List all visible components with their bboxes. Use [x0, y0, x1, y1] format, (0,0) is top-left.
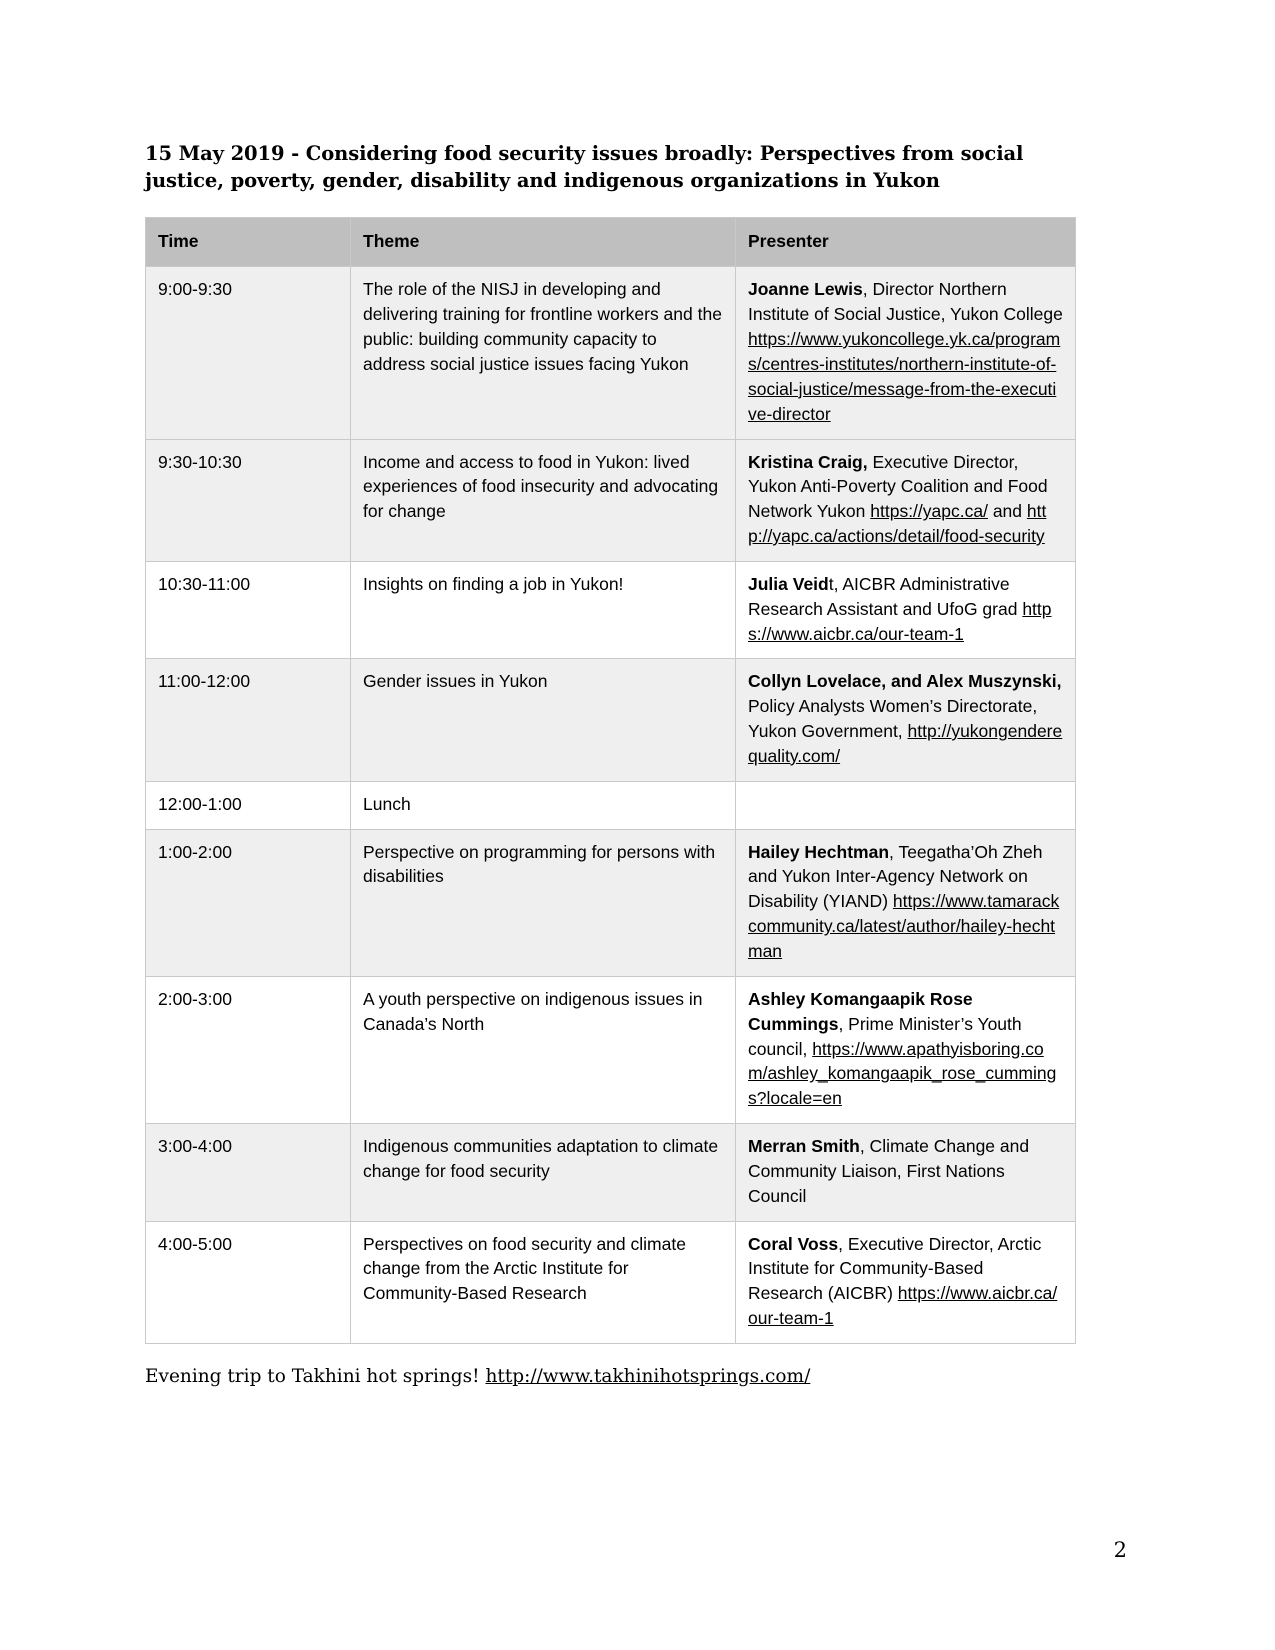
presenter-role: , Climate Change and Community Liaison, First Nations Council: [748, 1136, 1030, 1206]
cell-time: 2:00-3:00: [146, 976, 351, 1123]
cell-time: 11:00-12:00: [146, 659, 351, 781]
page-number: 2: [1113, 1538, 1127, 1562]
cell-theme: Perspective on programming for persons with disabilities: [351, 829, 736, 976]
cell-presenter: [736, 829, 1076, 976]
presenter-connector: and: [987, 501, 1027, 522]
cell-time: 4:00-5:00: [146, 1221, 351, 1343]
table-row: [146, 561, 1076, 659]
cell-presenter: [736, 561, 1076, 659]
presenter-name: Coral Voss: [748, 1233, 839, 1254]
schedule-table: [145, 217, 1076, 1344]
cell-theme: Insights on finding a job in Yukon!: [351, 561, 736, 659]
cell-time: 9:00-9:30: [146, 267, 351, 439]
table-row: [146, 781, 1076, 829]
presenter-name: Joanne Lewis: [748, 279, 863, 300]
presenter-role: Executive Director, Yukon Anti-Poverty Coalition and Food Network Yukon: [748, 451, 1048, 522]
cell-presenter: [736, 781, 1076, 829]
evening-trip-text: Evening trip to Takhini hot springs!: [145, 1365, 486, 1387]
cell-theme: Perspectives on food security and climate change from the Arctic Institute for Community-Based Research: [351, 1221, 736, 1343]
presenter-role: , Director Northern Institute of Social Justice, Yukon College: [748, 279, 1063, 325]
schedule-table-body: [146, 267, 1076, 1344]
presenter-name: Kristina Craig,: [748, 451, 868, 472]
presenter-role: , Executive Director, Arctic Institute for Community-Based Research (AICBR): [748, 1233, 1042, 1304]
presenter-link[interactable]: https://yapc.ca/: [870, 501, 988, 522]
presenter-role: , Prime Minister’s Youth council,: [748, 1013, 1022, 1059]
cell-theme: A youth perspective on indigenous issues in Canada’s North: [351, 976, 736, 1123]
presenter-name: Collyn Lovelace, and Alex Muszynski,: [748, 671, 1062, 692]
table-row: [146, 976, 1076, 1123]
table-row: [146, 659, 1076, 781]
presenter-link[interactable]: https://www.yukoncollege.yk.ca/programs/centres-institutes/northern-institute-of-social-justice/message-from-the-executive-director: [748, 329, 1061, 424]
presenter-link[interactable]: https://www.aicbr.ca/our-team-1: [748, 1283, 1058, 1329]
table-row: [146, 1221, 1076, 1343]
table-row: [146, 829, 1076, 976]
table-header-row: [146, 217, 1076, 267]
evening-trip-link[interactable]: http://www.takhinihotsprings.com/: [485, 1365, 811, 1387]
table-row: [146, 1124, 1076, 1222]
table-row: [146, 439, 1076, 561]
cell-time: 3:00-4:00: [146, 1124, 351, 1222]
cell-time: 1:00-2:00: [146, 829, 351, 976]
cell-presenter: [736, 439, 1076, 561]
cell-presenter: [736, 659, 1076, 781]
cell-time: 10:30-11:00: [146, 561, 351, 659]
presenter-name: Julia Veid: [748, 573, 829, 594]
column-header-theme: Theme: [351, 217, 736, 267]
cell-theme: Income and access to food in Yukon: lived experiences of food insecurity and advocating for change: [351, 439, 736, 561]
presenter-role: Policy Analysts Women’s Directorate, Yukon Government,: [748, 696, 1038, 742]
column-header-presenter: Presenter: [736, 217, 1076, 267]
cell-theme: Lunch: [351, 781, 736, 829]
presenter-link[interactable]: http://yukongenderequality.com/: [748, 721, 1063, 766]
presenter-link[interactable]: https://www.aicbr.ca/our-team-1: [748, 598, 1052, 644]
cell-theme: Gender issues in Yukon: [351, 659, 736, 781]
cell-theme: The role of the NISJ in developing and delivering training for frontline workers and the public: building community capacity to address social justice issues facing Yukon: [351, 267, 736, 439]
presenter-name: Hailey Hechtman: [748, 841, 890, 862]
evening-trip-note: [145, 1366, 1130, 1387]
presenter-link[interactable]: https://www.apathyisboring.com/ashley_komangaapik_rose_cummings?locale=en: [748, 1038, 1057, 1109]
column-header-time: Time: [146, 217, 351, 267]
presenter-role: , Teegatha’Oh Zheh and Yukon Inter-Agency Network on Disability (YIAND): [748, 841, 1043, 912]
cell-presenter: [736, 267, 1076, 439]
presenter-name: Merran Smith: [748, 1136, 860, 1157]
cell-theme: Indigenous communities adaptation to climate change for food security: [351, 1124, 736, 1222]
cell-presenter: [736, 1124, 1076, 1222]
cell-presenter: [736, 1221, 1076, 1343]
presenter-role: t, AICBR Administrative Research Assistant and UfoG grad: [748, 573, 1023, 619]
cell-time: 9:30-10:30: [146, 439, 351, 561]
presenter-link-secondary[interactable]: http://yapc.ca/actions/detail/food-security: [748, 501, 1047, 547]
table-row: [146, 267, 1076, 439]
presenter-link[interactable]: https://www.tamarackcommunity.ca/latest/author/hailey-hechtman: [748, 891, 1060, 961]
presenter-name: Ashley Komangaapik Rose Cummings: [748, 988, 973, 1034]
cell-time: 12:00-1:00: [146, 781, 351, 829]
page-title: 15 May 2019 - Considering food security issues broadly: Perspectives from social justice, poverty, gender, disability and indigenous organizations in Yukon: [145, 142, 1024, 193]
cell-presenter: [736, 976, 1076, 1123]
